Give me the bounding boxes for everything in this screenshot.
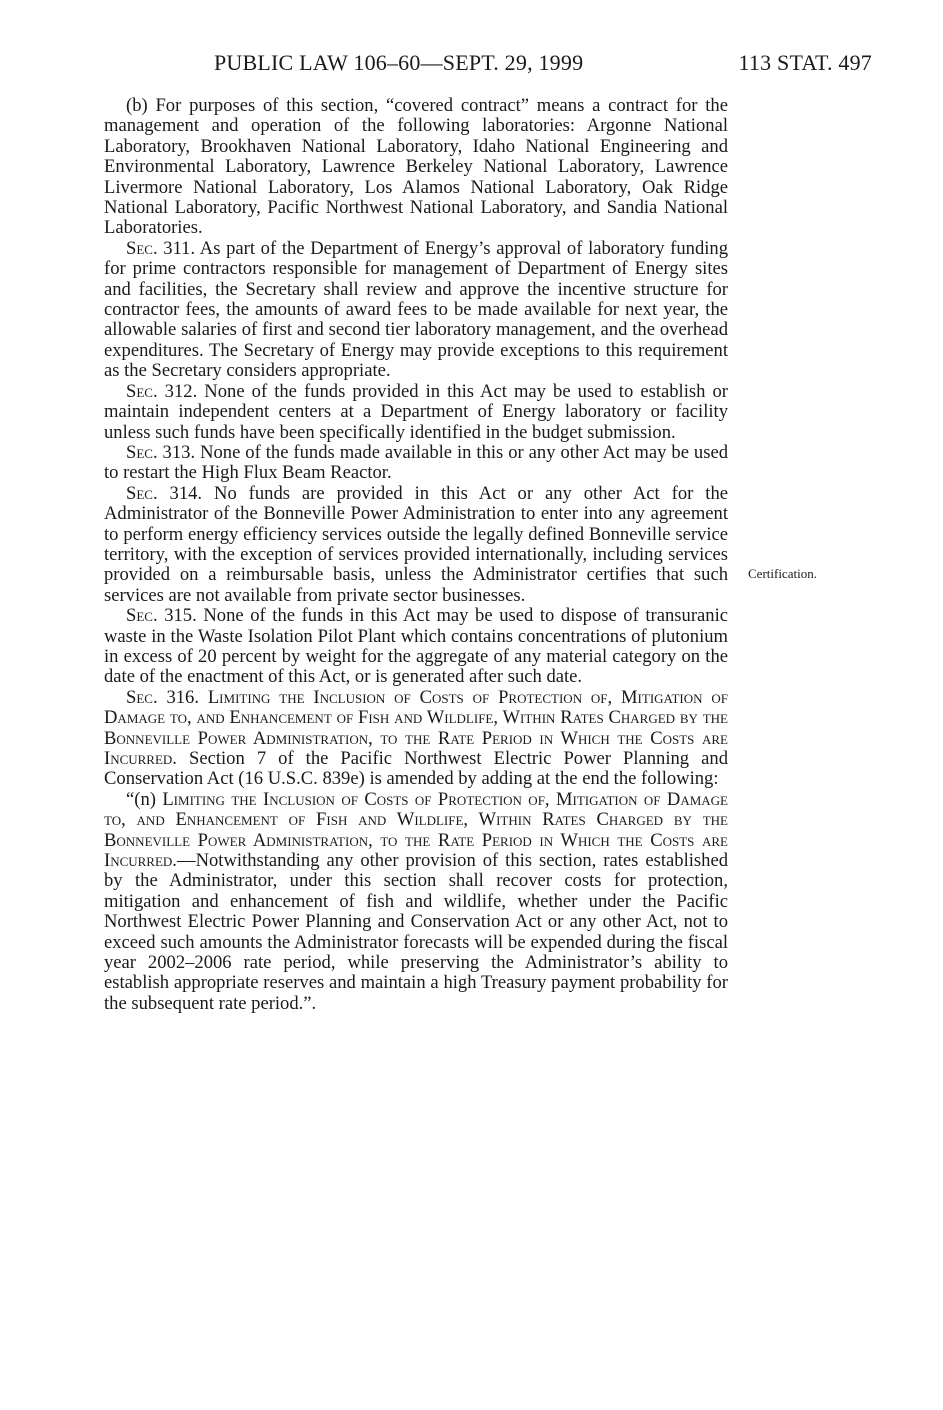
section-313 bbox=[104, 443, 728, 484]
subsection-open: “(n) bbox=[126, 788, 163, 810]
law-text bbox=[104, 96, 728, 1014]
section-314 bbox=[104, 484, 728, 606]
section-label: Sec. 315. bbox=[126, 605, 197, 627]
section-label: Sec. 312. bbox=[126, 380, 198, 402]
page-header bbox=[104, 50, 872, 86]
amendment-subsection-n bbox=[104, 790, 728, 1014]
section-text: None of the funds in this Act may be used to dispose of transuranic waste in the Waste Isolation Pilot Plant which contains concentrations of plutonium in excess of 20 percent by weight for the aggregate of any material category on the date of the enactment of this Act, or is generated after such date. bbox=[104, 605, 728, 688]
section-text: None of the funds provided in this Act may be used to establish or maintain independent centers at a Department of Energy laboratory or facility unless such funds have been specifically identified in the budget submission. bbox=[104, 380, 728, 443]
section-text: None of the funds made available in this or any other Act may be used to restart the High Flux Beam Reactor. bbox=[104, 441, 728, 484]
subsection-heading: Limiting the Inclusion of Costs of Protection of, Mitigation of Damage to, and Enhancement of Fish and Wildlife, Within Rates Charged by the Bonneville Power Administration, to the Rate Period in Which the Costs are Incurred. bbox=[104, 788, 728, 872]
section-316 bbox=[104, 688, 728, 790]
section-text: As part of the Department of Energy’s approval of laboratory funding for prime contractors responsible for management of Department of Energy sites and facilities, the Secretary shall review and approve the incentive structure for contractor fees, the amounts of award fees to be made available for next year, the allowable salaries of first and second tier laboratory management, and the overhead expenditures. The Secretary of Energy may provide exceptions to this requirement as the Secretary considers appropriate. bbox=[104, 237, 728, 382]
section-312 bbox=[104, 382, 728, 443]
section-311 bbox=[104, 239, 728, 382]
running-head: PUBLIC LAW 106–60—SEPT. 29, 1999 bbox=[214, 50, 584, 75]
subsection-text: —Notwithstanding any other provision of this section, rates established by the Administrator, under this section shall recover costs for protection, mitigation and enhancement of fish and wildlife, whether under the Pacific Northwest Electric Power Planning and Conservation Act or any other Act, not to exceed such amounts the Administrator forecasts will be expended during the fiscal year 2002–2006 rate period, while preserving the Administrator’s ability to establish appropriate reserves and maintain a high Treasury payment probability for the subsequent rate period.”. bbox=[104, 850, 728, 1014]
section-315 bbox=[104, 606, 728, 688]
paragraph-subsection-b bbox=[104, 96, 728, 239]
statute-page-number: 113 STAT. 497 bbox=[738, 50, 872, 75]
section-label: Sec. 316. bbox=[126, 686, 199, 708]
section-label: Sec. 311. bbox=[126, 237, 196, 259]
paragraph-text: (b) For purposes of this section, “covered contract” means a contract for the management and operation of the following laboratories: Argonne National Laboratory, Brookhaven National Laboratory, Idaho National Engineering and Environmental Laboratory, Lawrence Berkeley National Laboratory, Lawrence Livermore National Laboratory, Los Alamos National Laboratory, Oak Ridge National Laboratory, Pacific Northwest National Laboratory, and Sandia National Laboratories. bbox=[104, 95, 728, 239]
section-label: Sec. 313. bbox=[126, 441, 196, 463]
section-heading: Limiting the Inclusion of Costs of Protection of, Mitigation of Damage to, and Enhancement of Fish and Wildlife, Within Rates Charged by the Bonneville Power Administration, to the Rate Period in Which the Costs are Incurred. bbox=[104, 686, 728, 769]
margin-note-certification: Certification. bbox=[748, 566, 817, 581]
section-text: Section 7 of the Pacific Northwest Electric Power Planning and Conservation Act (16 U.S.C. 839e) is amended by adding at the end the following: bbox=[104, 748, 728, 790]
section-text: No funds are provided in this Act or any other Act for the Administrator of the Bonneville Power Administration to enter into any agreement to perform energy efficiency services outside the legally defined Bonneville service territory, with the exception of services provided internationally, including services provided on a reimbursable basis, unless the Administrator certifies that such services are not available from private sector businesses. bbox=[104, 482, 728, 606]
section-label: Sec. 314. bbox=[126, 482, 203, 504]
